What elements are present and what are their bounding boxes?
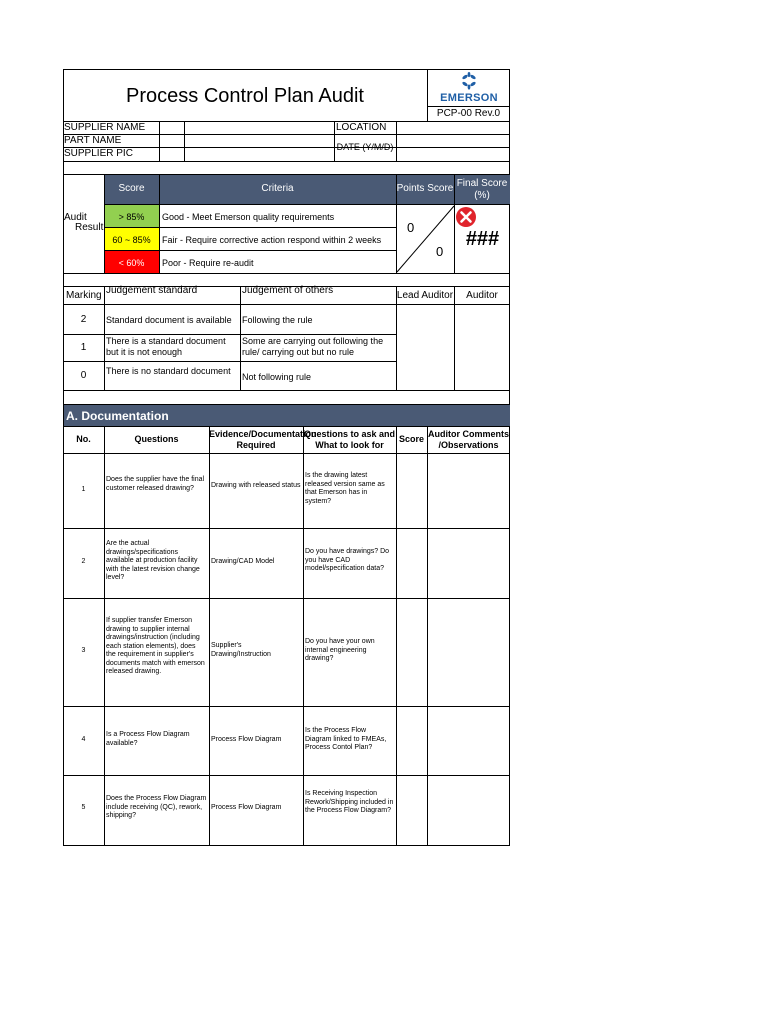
standard-2: Standard document is available (106, 315, 232, 325)
points-score-header: Points Score (396, 183, 454, 194)
mark-2: 2 (80, 314, 87, 325)
final-score-value: ### (465, 228, 500, 250)
row-4-ask: Is the Process Flow Diagram linked to FMEAs, Process Contol Plan? (305, 727, 387, 751)
criteria-fair: Fair - Require corrective action respond within 2 weeks (162, 235, 382, 245)
row-1-ask: Is the drawing latest released version same as that Emerson has in system? (305, 472, 385, 505)
row-4-no: 4 (81, 736, 86, 743)
row-1-evidence: Drawing with released status (211, 482, 301, 489)
no-header: No. (76, 434, 91, 444)
row-5-score-cell[interactable] (397, 776, 427, 845)
emerson-logo (436, 71, 502, 105)
judgement-others-header: Judgement of others (242, 285, 334, 296)
logo-text: EMERSON (440, 92, 498, 104)
row-5-comments-cell[interactable] (428, 776, 509, 845)
criteria-poor: Poor - Require re-audit (162, 258, 254, 268)
location-value[interactable] (397, 122, 509, 133)
mark-1: 1 (80, 342, 87, 353)
row-2-ask: Do you have drawings? Do you have CAD model/specification data? (305, 548, 390, 572)
row-3-comments-cell[interactable] (428, 599, 509, 706)
row-4-comments-cell[interactable] (428, 707, 509, 775)
date-label: DATE (Y/M/D) (336, 142, 394, 152)
row-3-evidence: Supplier's Drawing/Instruction (211, 642, 271, 658)
lead-auditor-header: Lead Auditor (396, 290, 454, 301)
judgement-standard-header: Judgement standard (106, 285, 198, 296)
supplier-pic-label: SUPPLIER PIC (64, 148, 133, 159)
mark-0: 0 (80, 370, 87, 381)
points-score-top: 0 (407, 220, 415, 235)
score-col-header: Score (398, 434, 424, 444)
row-3-question: If supplier transfer Emerson drawing to supplier internal drawings/instruction (including each station elements), does the requirement in supplier's documents match with emerson released drawing. (106, 617, 205, 675)
questions-header: Questions (134, 434, 179, 444)
row-3-ask: Do you have your own internal engineering drawing? (305, 638, 375, 662)
score-fair: 60 ~ 85% (112, 235, 151, 245)
audit-label: Audit (64, 212, 87, 223)
row-3-score-cell[interactable] (397, 599, 427, 706)
final-score-header: Final Score (%) (456, 178, 508, 201)
evidence-header: Evidence/Documentation Required (209, 429, 317, 450)
row-1-question: Does the supplier have the final customer released drawing? (106, 476, 205, 492)
marking-header: Marking (66, 290, 102, 301)
auditor-header: Auditor (466, 290, 498, 301)
row-2-evidence: Drawing/CAD Model (211, 558, 275, 565)
others-0: Not following rule (242, 372, 312, 382)
supplier-name-label: SUPPLIER NAME (64, 122, 146, 133)
row-1-score-cell[interactable] (397, 454, 427, 528)
part-name-value[interactable] (185, 135, 333, 146)
row-1-comments-cell[interactable] (428, 454, 509, 528)
supplier-pic-value[interactable] (185, 148, 333, 160)
row-4-evidence: Process Flow Diagram (211, 736, 282, 743)
row-2-question: Are the actual drawings/specifications available at production facility with the latest revision change level? (106, 540, 200, 581)
ask-header: Questions to ask and What to look for (303, 429, 396, 450)
others-2: Following the rule (242, 315, 313, 325)
row-5-ask: Is Receiving Inspection Rework/Shipping included in the Process Flow Diagram? (305, 790, 394, 814)
row-2-no: 2 (81, 558, 86, 565)
page-title: Process Control Plan Audit (126, 85, 364, 107)
location-label: LOCATION (336, 122, 387, 133)
score-good: > 85% (118, 212, 145, 222)
row-3-no: 3 (81, 647, 86, 654)
row-5-no: 5 (81, 804, 86, 811)
row-1-no: 1 (81, 486, 86, 493)
section-title: A. Documentation (66, 409, 169, 423)
criteria-good: Good - Meet Emerson quality requirements (162, 212, 335, 222)
row-4-question: Is a Process Flow Diagram available? (106, 731, 190, 747)
score-header: Score (118, 183, 145, 194)
row-5-question: Does the Process Flow Diagram include receiving (QC), rework, shipping? (106, 795, 207, 819)
row-2-comments-cell[interactable] (428, 529, 509, 598)
doc-code: PCP-00 Rev.0 (436, 108, 501, 119)
others-1: Some are carrying out following the rule/ carrying out but no rule (242, 336, 384, 357)
error-icon (455, 206, 477, 228)
points-divider-line (396, 204, 456, 274)
result-label: Result (75, 222, 104, 233)
part-name-label: PART NAME (64, 135, 122, 146)
comments-header: Auditor Comments /Observations (428, 429, 509, 450)
date-value[interactable] (397, 148, 509, 160)
row-4-score-cell[interactable] (397, 707, 427, 775)
score-poor: < 60% (118, 258, 145, 268)
row-5-evidence: Process Flow Diagram (211, 804, 282, 811)
row-2-score-cell[interactable] (397, 529, 427, 598)
points-score-bottom: 0 (436, 244, 444, 259)
supplier-name-value[interactable] (185, 122, 333, 133)
emerson-logo-icon (436, 71, 502, 91)
standard-1: There is a standard document but it is not enough (106, 336, 226, 357)
standard-0: There is no standard document (106, 366, 231, 376)
criteria-header: Criteria (261, 183, 294, 194)
